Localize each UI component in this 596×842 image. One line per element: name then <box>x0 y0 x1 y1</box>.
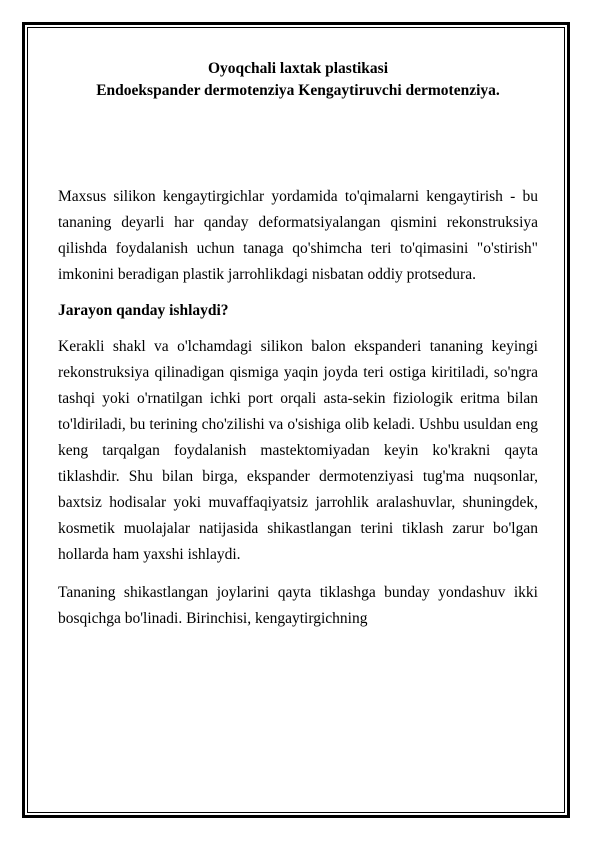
document-subtitle: Endoekspander dermotenziya Kengaytiruvchi dermotenziya. <box>96 82 500 99</box>
paragraph-process: Kerakli shakl va o'lchamdagi silikon balon ekspanderi tananing keyingi rekonstruksiya qilinadigan qismiga yaqin joyda teri ostiga kiritiladi, so'ngra tashqi yoki o'rnatilgan ichki port orqali asta-sekin fiziologik eritma bilan to'ldiriladi, bu terining cho'zilishi va o'sishiga olib keladi. Ushbu usuldan eng keng tarqalgan foydalanish mastektomiyadan keyin ko'krakni qayta tiklashdir. Shu bilan birga, ekspander dermotenziyasi tug'ma nuqsonlar, baxtsiz hodisalar yoki muvaffaqiyatsiz jarrohlik aralashuvlar, shuningdek, kosmetik muolajalar natijasida shikastlangan terini tiklash zarur bo'lgan hollarda ham yaxshi ishlaydi. <box>58 338 538 563</box>
section-heading: Jarayon qanday ishlaydi? <box>58 302 229 319</box>
paragraph-intro: Maxsus silikon kengaytirgichlar yordamida to'qimalarni kengaytirish - bu tananing deyarli har qanday deformatsiyalangan qismini rekonstruksiya qilishda foydalanish uchun tanaga qo'shimcha teri to'qimasini "o'stirish" imkonini beradigan plastik jarrohlikdagi nisbatan oddiy protsedura. <box>58 188 538 283</box>
paragraph-stages: Tananing shikastlangan joylarini qayta tiklashga bunday yondashuv ikki bosqichga bo'linadi. Birinchisi, kengaytirgichning <box>58 584 538 627</box>
document-title: Oyoqchali laxtak plastikasi <box>207 60 388 77</box>
document-body <box>58 58 538 810</box>
